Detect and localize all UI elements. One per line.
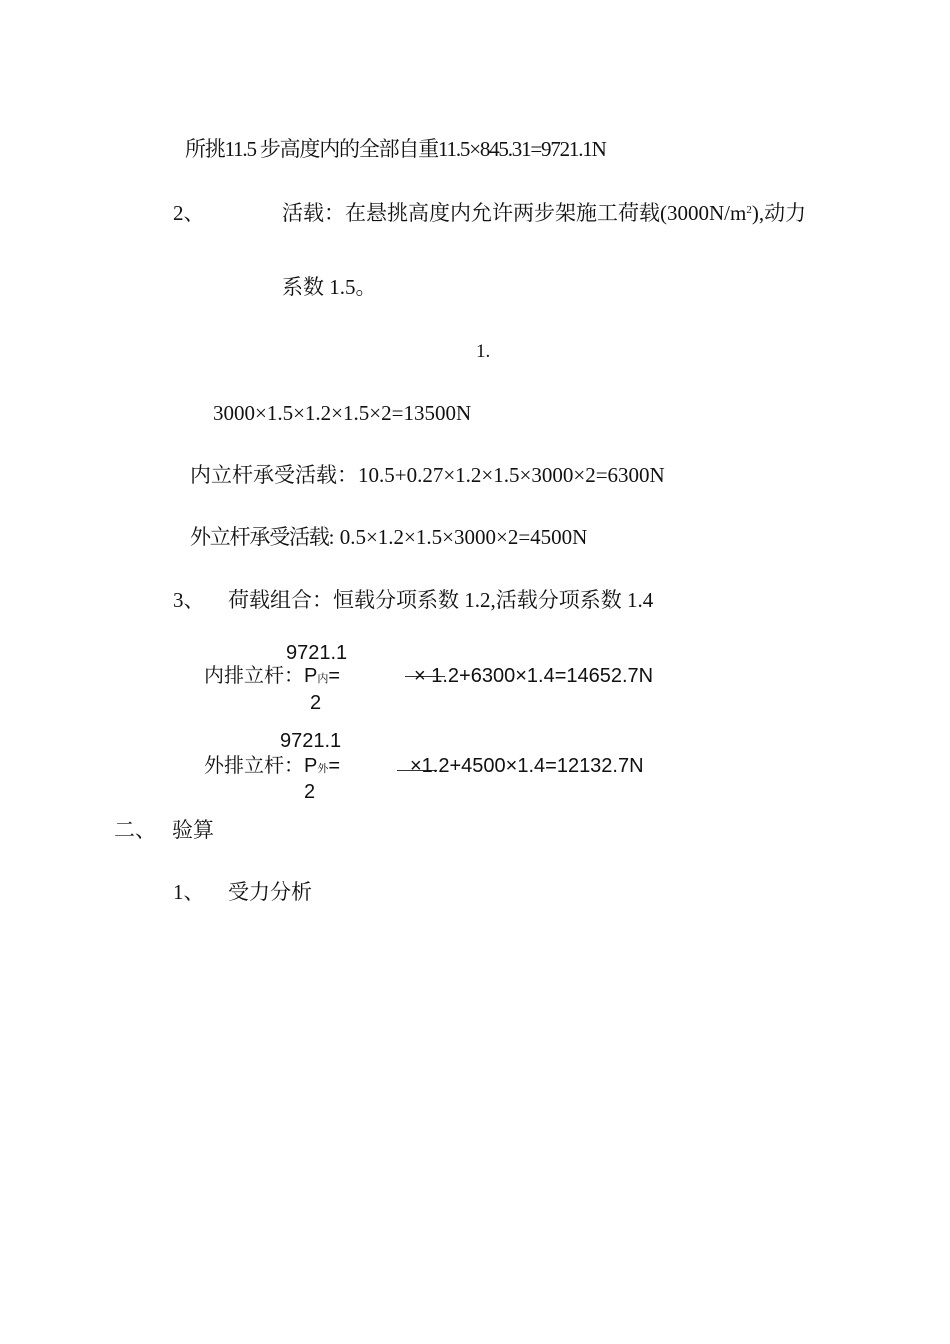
item-2-text-a: 活载：在悬挑高度内允许两步架施工荷载(3000N/m: [282, 201, 747, 225]
inner-fraction-numerator: 9721.1: [286, 642, 348, 664]
item-2-text-b: ),动力: [751, 201, 807, 225]
outer-pole-formula: [204, 756, 340, 776]
item-2-text: [282, 203, 806, 224]
item-2-continuation: 系数 1.5。: [282, 275, 377, 299]
self-weight-line: 所挑11.5 步高度内的全部自重11.5×845.31=9721.1N: [185, 137, 606, 161]
center-number: 1.: [476, 341, 491, 362]
outer-pole-live-load-value: : 0.5×1.2×1.5×3000×2=4500N: [328, 525, 588, 549]
section-2-title: 验算: [172, 818, 214, 842]
inner-pole-label: 内排立杆：P: [204, 665, 318, 687]
item-3-text: 荷载组合：恒载分项系数 1.2,活载分项系数 1.4: [228, 588, 654, 612]
item-2-superscript: 2: [746, 204, 752, 216]
inner-pole-formula: [204, 666, 340, 686]
inner-pole-equals: =: [328, 665, 341, 687]
outer-pole-subscript: 外: [317, 763, 329, 775]
outer-pole-formula-result: ×1.2+4500×1.4=12132.7N: [410, 755, 644, 777]
inner-pole-subscript: 内: [317, 673, 329, 685]
outer-fraction-denominator: 2: [304, 781, 316, 803]
item-2-number: 2、: [173, 201, 205, 225]
item-3-number: 3、: [173, 588, 205, 612]
outer-pole-equals: =: [328, 755, 341, 777]
outer-pole-live-load: [190, 527, 587, 548]
outer-fraction-numerator: 9721.1: [280, 730, 342, 752]
section-2-number: 二、: [114, 818, 156, 842]
inner-fraction-denominator: 2: [310, 692, 322, 714]
subsection-1-number: 1、: [173, 880, 205, 904]
total-live-load-calc: 3000×1.5×1.2×1.5×2=13500N: [213, 401, 472, 425]
outer-pole-live-load-label: 外立杆承受活载: [190, 525, 329, 549]
inner-pole-formula-result: × 1.2+6300×1.4=14652.7N: [414, 665, 654, 687]
outer-pole-label: 外排立杆：P: [204, 755, 318, 777]
inner-pole-live-load: 内立杆承受活载：10.5+0.27×1.2×1.5×3000×2=6300N: [190, 463, 665, 487]
subsection-1-title: 受力分析: [228, 880, 312, 904]
